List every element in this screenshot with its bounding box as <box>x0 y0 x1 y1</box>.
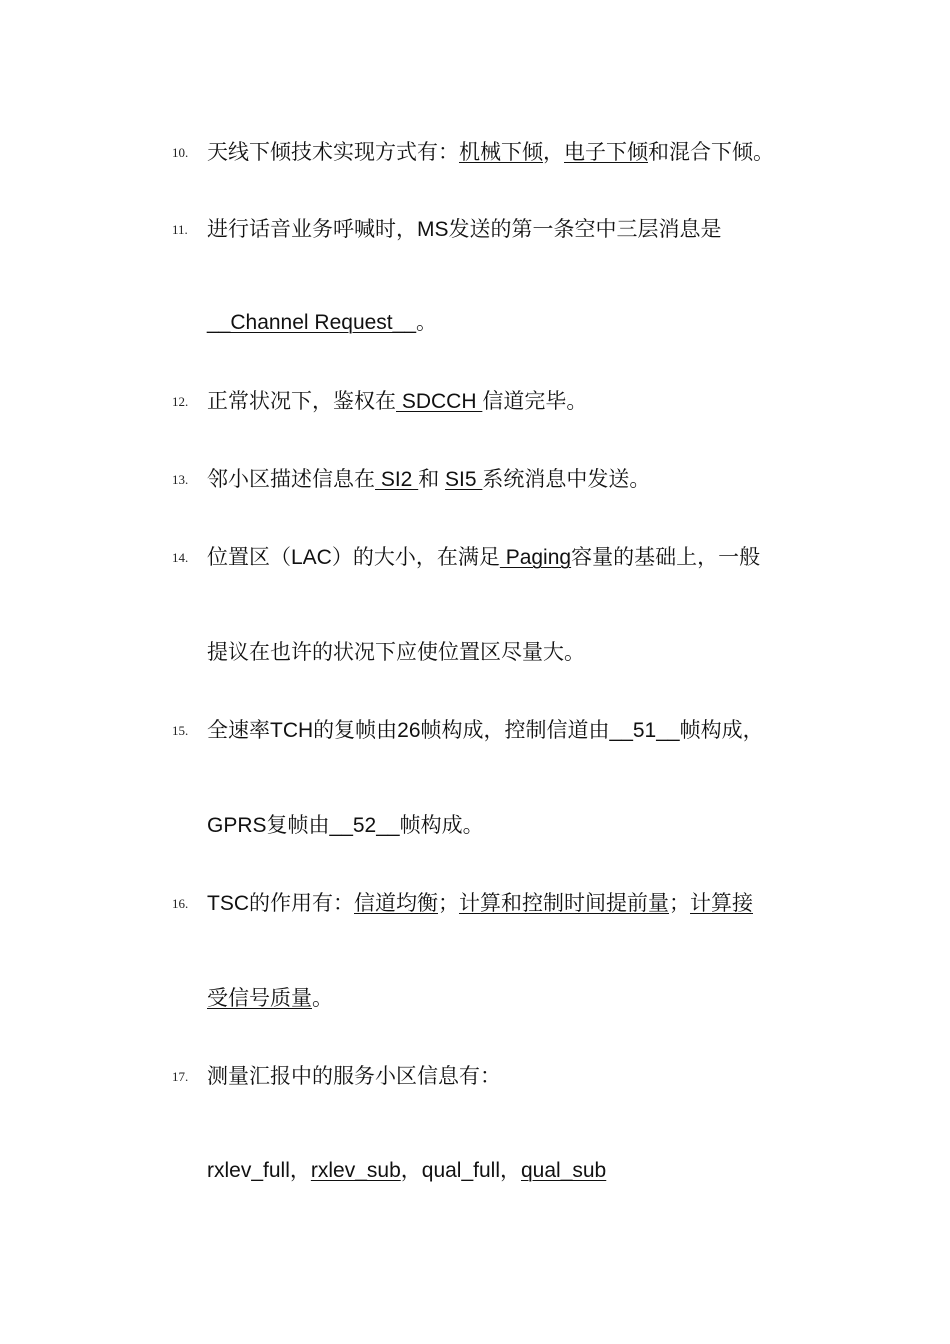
text-run: 系统消息中发送。 <box>482 468 651 491</box>
item-number: 16. <box>172 896 189 911</box>
text-run: 正常状况下，鉴权在 <box>207 390 396 413</box>
text-run: ，qual_full， <box>400 1159 521 1182</box>
item-text-line <box>207 466 650 494</box>
text-run: 天线下倾技术实现方式有： <box>207 141 459 164</box>
item-text-line <box>207 1157 606 1185</box>
underlined-answer: qual_sub <box>521 1159 607 1182</box>
item-number: 14. <box>172 550 189 565</box>
underlined-answer: SDCCH <box>396 390 483 413</box>
text-run: GPRS复帧由__52__帧构成。 <box>207 814 484 837</box>
item-text-line <box>207 639 585 667</box>
item-number: 15. <box>172 723 189 738</box>
item-text-line <box>207 139 774 167</box>
text-run: 测量汇报中的服务小区信息有： <box>207 1065 501 1088</box>
item-number: 10. <box>172 145 189 160</box>
item-text-line <box>207 1063 501 1091</box>
underlined-answer: 信道均衡 <box>354 892 438 915</box>
item-number: 11. <box>172 222 188 237</box>
text-run: ； <box>438 892 459 915</box>
underlined-answer: rxlev_sub <box>310 1159 401 1182</box>
text-run: ， <box>543 141 564 164</box>
underlined-answer: 受信号质量 <box>207 987 312 1010</box>
text-run: rxlev_full， <box>207 1159 311 1182</box>
text-run: 全速率TCH的复帧由26帧构成，控制信道由__51__帧构成， <box>207 719 764 742</box>
underlined-answer: 电子下倾 <box>564 141 648 164</box>
text-run: 位置区（LAC）的大小，在满足 <box>207 546 500 569</box>
item-number: 17. <box>172 1069 189 1084</box>
text-run: ； <box>669 892 690 915</box>
text-run: 邻小区描述信息在 <box>207 468 375 491</box>
text-run: 提议在也许的状况下应使位置区尽量大。 <box>207 641 585 664</box>
text-run: 。 <box>312 987 333 1010</box>
item-text-line <box>207 717 764 745</box>
underlined-answer: __Channel Request__ <box>207 311 416 334</box>
underlined-answer: 计算接 <box>690 892 753 915</box>
underlined-answer: SI5 <box>445 468 483 491</box>
underlined-answer: 计算和控制时间提前量 <box>459 892 669 915</box>
text-run: 和混合下倾。 <box>648 141 774 164</box>
underlined-answer: SI2 <box>375 468 419 491</box>
item-text-line <box>207 216 722 244</box>
text-run: 进行话音业务呼喊时，MS发送的第一条空中三层消息是 <box>207 218 722 241</box>
item-text-line <box>207 544 760 572</box>
item-text-line <box>207 812 484 840</box>
underlined-answer: 机械下倾 <box>459 141 543 164</box>
underlined-answer: Paging <box>499 546 572 569</box>
text-run: 信道完毕。 <box>482 390 588 413</box>
item-text-line <box>207 388 587 416</box>
text-run: 和 <box>418 468 446 491</box>
item-text-line <box>207 890 753 918</box>
item-text-line <box>207 309 437 337</box>
item-number: 12. <box>172 394 189 409</box>
item-text-line <box>207 985 333 1013</box>
text-run: TSC的作用有： <box>207 892 354 915</box>
text-run: 容量的基础上，一般 <box>571 546 761 569</box>
item-number: 13. <box>172 472 189 487</box>
text-run: 。 <box>416 311 437 334</box>
